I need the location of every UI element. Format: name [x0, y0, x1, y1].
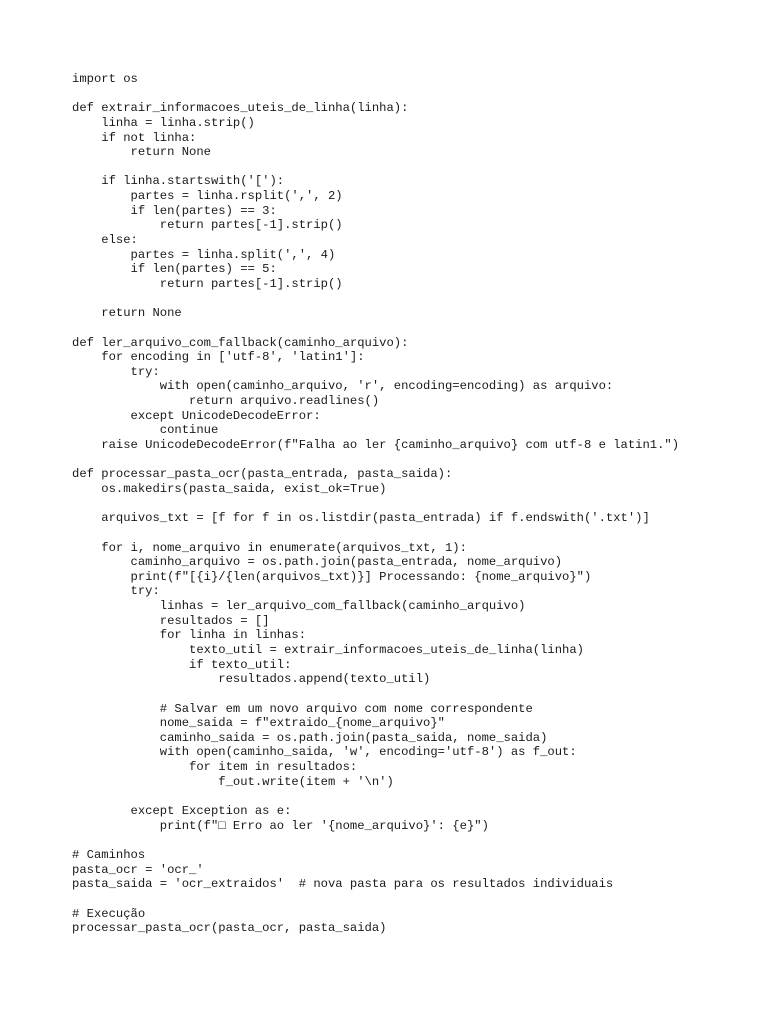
code-line: caminho_arquivo = os.path.join(pasta_entrada, nome_arquivo): [72, 555, 563, 570]
code-line: texto_util = extrair_informacoes_uteis_de_linha(linha): [72, 642, 584, 657]
code-line: for linha in linhas:: [72, 628, 307, 643]
code-line: partes = linha.split(',', 4): [72, 247, 336, 262]
code-line: nome_saida = f"extraido_{nome_arquivo}": [72, 716, 445, 731]
code-line: try:: [72, 364, 160, 379]
blank-line: [72, 321, 752, 336]
code-line: def extrair_informacoes_uteis_de_linha(linha):: [72, 101, 409, 116]
code-line: arquivos_txt = [f for f in os.listdir(pasta_entrada) if f.endswith('.txt')]: [72, 511, 650, 526]
code-line: except Exception as e:: [72, 804, 292, 819]
code-line: continue: [72, 423, 219, 438]
code-line: resultados = []: [72, 613, 270, 628]
code-line: else:: [72, 233, 138, 248]
code-line: pasta_ocr = 'ocr_': [72, 862, 204, 877]
code-line: pasta_saida = 'ocr_extraidos' # nova pasta para os resultados individuais: [72, 877, 614, 892]
code-line: partes = linha.rsplit(',', 2): [72, 189, 343, 204]
code-line: if len(partes) == 3:: [72, 203, 277, 218]
code-line: except UnicodeDecodeError:: [72, 408, 321, 423]
code-line: print(f"□ Erro ao ler '{nome_arquivo}': {e}"): [72, 818, 489, 833]
blank-line: [72, 687, 752, 702]
code-line: for i, nome_arquivo in enumerate(arquivos_txt, 1):: [72, 540, 467, 555]
code-line: def ler_arquivo_com_fallback(caminho_arquivo):: [72, 335, 409, 350]
code-line: # Salvar em um novo arquivo com nome correspondente: [72, 701, 533, 716]
code-line: raise UnicodeDecodeError(f"Falha ao ler {caminho_arquivo} com utf-8 e latin1."): [72, 438, 680, 453]
code-line: return None: [72, 306, 182, 321]
code-line: return arquivo.readlines(): [72, 394, 380, 409]
code-line: if len(partes) == 5:: [72, 262, 277, 277]
code-line: linha = linha.strip(): [72, 115, 255, 130]
code-line: with open(caminho_saida, 'w', encoding='utf-8') as f_out:: [72, 745, 577, 760]
blank-line: [72, 789, 752, 804]
blank-line: [72, 87, 752, 102]
code-line: # Caminhos: [72, 847, 146, 862]
blank-line: [72, 892, 752, 907]
code-line: def processar_pasta_ocr(pasta_entrada, pasta_saida):: [72, 467, 453, 482]
code-line: if linha.startswith('['):: [72, 174, 285, 189]
code-line: with open(caminho_arquivo, 'r', encoding=encoding) as arquivo:: [72, 379, 614, 394]
code-line: for encoding in ['utf-8', 'latin1']:: [72, 350, 365, 365]
code-line: for item in resultados:: [72, 760, 358, 775]
code-listing: [72, 72, 752, 936]
code-line: try:: [72, 584, 160, 599]
code-line: import os: [72, 72, 138, 86]
blank-line: [72, 497, 752, 512]
code-line: if texto_util:: [72, 657, 292, 672]
code-line: processar_pasta_ocr(pasta_ocr, pasta_saida): [72, 921, 387, 936]
blank-line: [72, 453, 752, 468]
code-line: caminho_saida = os.path.join(pasta_saida, nome_saida): [72, 730, 548, 745]
code-line: resultados.append(texto_util): [72, 672, 431, 687]
code-line: if not linha:: [72, 130, 197, 145]
code-line: linhas = ler_arquivo_com_fallback(caminho_arquivo): [72, 599, 526, 614]
code-line: return None: [72, 145, 211, 160]
blank-line: [72, 833, 752, 848]
blank-line: [72, 160, 752, 175]
code-line: os.makedirs(pasta_saida, exist_ok=True): [72, 481, 387, 496]
blank-line: [72, 526, 752, 541]
code-line: return partes[-1].strip(): [72, 218, 343, 233]
code-line: # Execução: [72, 906, 146, 921]
code-line: f_out.write(item + '\n'): [72, 774, 394, 789]
code-line: return partes[-1].strip(): [72, 276, 343, 291]
blank-line: [72, 292, 752, 307]
code-line: print(f"[{i}/{len(arquivos_txt)}] Processando: {nome_arquivo}"): [72, 569, 592, 584]
